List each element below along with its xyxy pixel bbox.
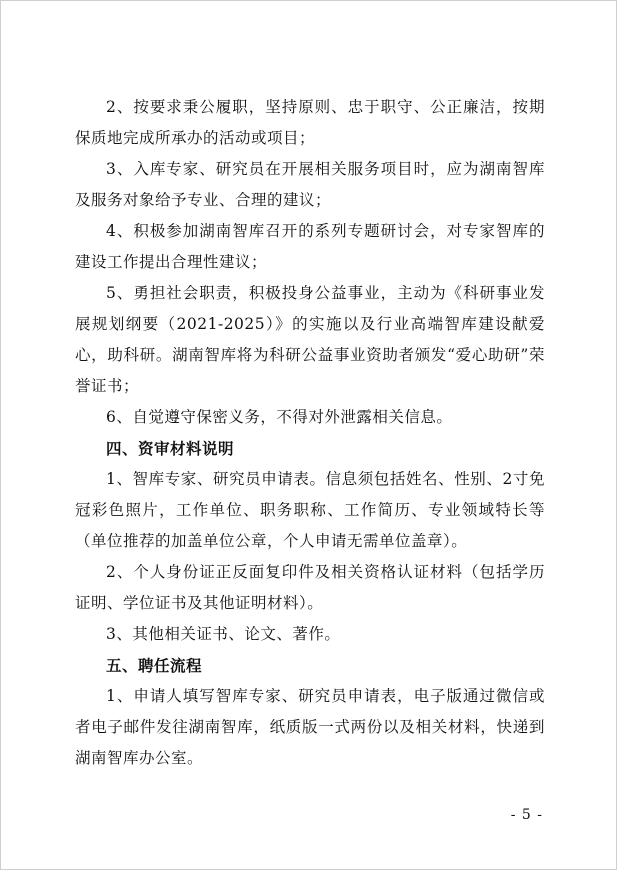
- paragraph-material-1: 1、智库专家、研究员申请表。信息须包括姓名、性别、2寸免冠彩色照片，工作单位、职务职称、工作简历、专业领域特长等（单位推荐的加盖单位公章，个人申请无需单位盖章）。: [75, 470, 545, 550]
- section-heading-process: 五、聘任流程: [106, 656, 203, 675]
- section-heading-materials: 四、资审材料说明: [106, 439, 235, 458]
- paragraph-duty-6: 6、自觉遵守保密义务，不得对外泄露相关信息。: [106, 408, 453, 426]
- paragraph-material-3: 3、其他相关证书、论文、著作。: [106, 625, 341, 643]
- paragraph-duty-2: 2、按要求秉公履职，坚持原则、忠于职守、公正廉洁，按期保质地完成所承办的活动或项目；: [75, 98, 545, 147]
- document-body: [75, 92, 545, 774]
- paragraph-duty-5: 5、勇担社会职责，积极投身公益事业，主动为《科研事业发展规划纲要（2021-2025）》的实施以及行业高端智库建设献爱心，助科研。湖南智库将为科研公益事业资助者颁发“爱心助研”荣誉证书；: [75, 284, 545, 395]
- paragraph-duty-3: 3、入库专家、研究员在开展相关服务项目时，应为湖南智库及服务对象给予专业、合理的建议；: [75, 160, 545, 209]
- paragraph-process-1: 1、申请人填写智库专家、研究员申请表，电子版通过微信或者电子邮件发往湖南智库，纸质版一式两份以及相关材料，快递到湖南智库办公室。: [75, 687, 545, 767]
- paragraph-duty-4: 4、积极参加湖南智库召开的系列专题研讨会，对专家智库的建设工作提出合理性建议；: [75, 222, 545, 271]
- paragraph-material-2: 2、个人身份证正反面复印件及相关资格认证材料（包括学历证明、学位证书及其他证明材料）。: [75, 563, 545, 612]
- page-number: - 5 -: [510, 807, 543, 823]
